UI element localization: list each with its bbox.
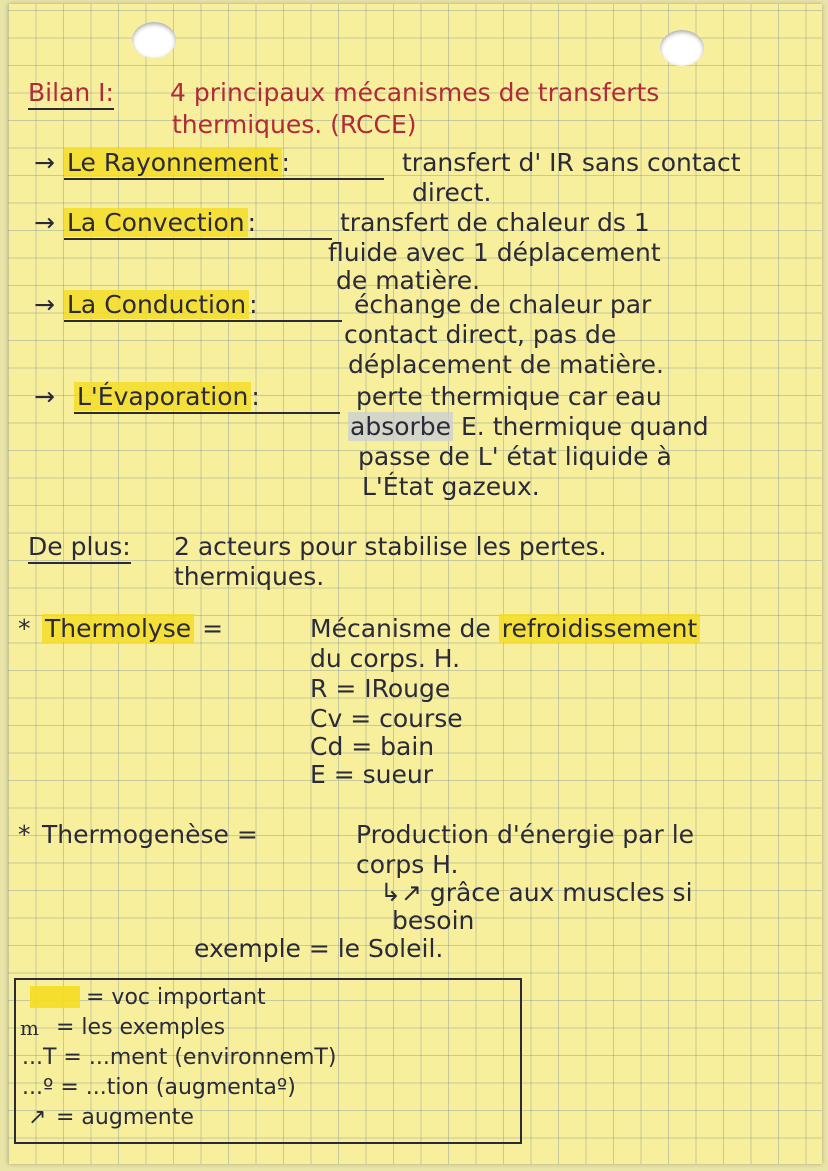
mechanism-desc-line: transfert d' IR sans contact bbox=[402, 148, 741, 177]
legend-row: ...T = ...ment (environnemT) bbox=[22, 1045, 337, 1070]
squiggle-icon: m bbox=[20, 1016, 39, 1040]
notebook-page bbox=[8, 4, 822, 1164]
up-arrow-icon: ↗ bbox=[28, 1105, 47, 1130]
star-icon: * bbox=[18, 820, 31, 849]
thermogenese-def-line2: corps H. bbox=[356, 850, 459, 879]
thermolyse-example: Cd = bain bbox=[310, 732, 435, 761]
arrow-icon: → bbox=[34, 208, 55, 237]
legend-row: ...º = ...tion (augmentaº) bbox=[22, 1075, 296, 1100]
thermolyse-def-b: refroidissement bbox=[499, 614, 701, 643]
de-plus-line1: 2 acteurs pour stabilise les pertes. bbox=[174, 532, 607, 561]
thermolyse-eq: = bbox=[202, 614, 224, 643]
highlight-swatch bbox=[30, 986, 80, 1008]
mechanism-sep: : bbox=[281, 148, 290, 177]
thermogenese-term-text: Thermogenèse bbox=[42, 820, 229, 849]
thermogenese-def-line3: ↳↗ grâce aux muscles si bbox=[380, 878, 693, 907]
mechanism-desc-line: L'État gazeux. bbox=[362, 472, 540, 501]
thermolyse-def-line2: du corps. H. bbox=[310, 644, 461, 673]
thermolyse-term bbox=[42, 614, 223, 644]
de-plus-label: De plus: bbox=[28, 532, 131, 564]
mechanism-name-text: Le Rayonnement bbox=[64, 148, 282, 177]
de-plus-line2: thermiques. bbox=[174, 562, 325, 591]
absorbe-rest: E. thermique quand bbox=[461, 412, 709, 441]
arrow-icon: → bbox=[34, 382, 55, 411]
mechanism-desc-line bbox=[348, 412, 709, 442]
mechanism-name-text: La Convection bbox=[64, 208, 248, 237]
thermogenese-term bbox=[42, 820, 258, 850]
binder-hole-right bbox=[660, 30, 704, 66]
mechanism-desc-line: direct. bbox=[412, 178, 492, 207]
heading-title-line1: 4 principaux mécanismes de transferts bbox=[170, 78, 660, 107]
thermolyse-example: E = sueur bbox=[310, 760, 434, 789]
legend-row: = voc important bbox=[86, 985, 266, 1010]
thermogenese-def-line1: Production d'énergie par le bbox=[356, 820, 695, 849]
mechanism-desc-line: fluide avec 1 déplacement bbox=[328, 238, 661, 267]
star-icon: * bbox=[18, 614, 31, 643]
thermolyse-example: Cv = course bbox=[310, 704, 463, 733]
arrow-icon: → bbox=[34, 290, 55, 319]
mechanism-sep: : bbox=[249, 290, 258, 319]
thermolyse-def-line1 bbox=[310, 614, 700, 644]
thermolyse-def-a: Mécanisme de bbox=[310, 614, 491, 643]
mechanism-desc-line: déplacement de matière. bbox=[348, 350, 664, 379]
thermolyse-term-text: Thermolyse bbox=[42, 614, 194, 643]
mechanism-desc-line: transfert de chaleur ds 1 bbox=[340, 208, 650, 237]
thermolyse-example: R = IRouge bbox=[310, 674, 451, 703]
thermogenese-eq: = bbox=[236, 820, 258, 849]
binder-hole-left bbox=[132, 22, 176, 58]
mechanism-desc-line: passe de L' état liquide à bbox=[358, 442, 672, 471]
absorbe-word: absorbe bbox=[350, 412, 452, 441]
legend-row: = les exemples bbox=[56, 1015, 226, 1040]
heading-label: Bilan I: bbox=[28, 78, 114, 110]
arrow-icon: → bbox=[34, 148, 55, 177]
mechanism-name-text: La Conduction bbox=[64, 290, 249, 319]
mechanism-desc-line: contact direct, pas de bbox=[344, 320, 617, 349]
mechanism-name-text: L'Évaporation bbox=[74, 382, 251, 411]
thermogenese-example: exemple = le Soleil. bbox=[194, 934, 444, 963]
mechanism-name bbox=[64, 148, 384, 180]
mechanism-sep: : bbox=[247, 208, 257, 237]
legend-box bbox=[14, 978, 522, 1144]
mechanism-desc-line: perte thermique car eau bbox=[356, 382, 662, 411]
legend-row: = augmente bbox=[56, 1105, 194, 1130]
thermogenese-def-line4: besoin bbox=[392, 906, 475, 935]
mechanism-sep: : bbox=[251, 382, 260, 411]
mechanism-desc-line: échange de chaleur par bbox=[354, 290, 652, 319]
mechanism-name bbox=[74, 382, 340, 414]
mechanism-name bbox=[64, 208, 332, 240]
heading-title-line2: thermiques. (RCCE) bbox=[172, 110, 417, 139]
mechanism-name bbox=[64, 290, 342, 322]
mechanism-desc-line: de matière. bbox=[336, 266, 481, 295]
